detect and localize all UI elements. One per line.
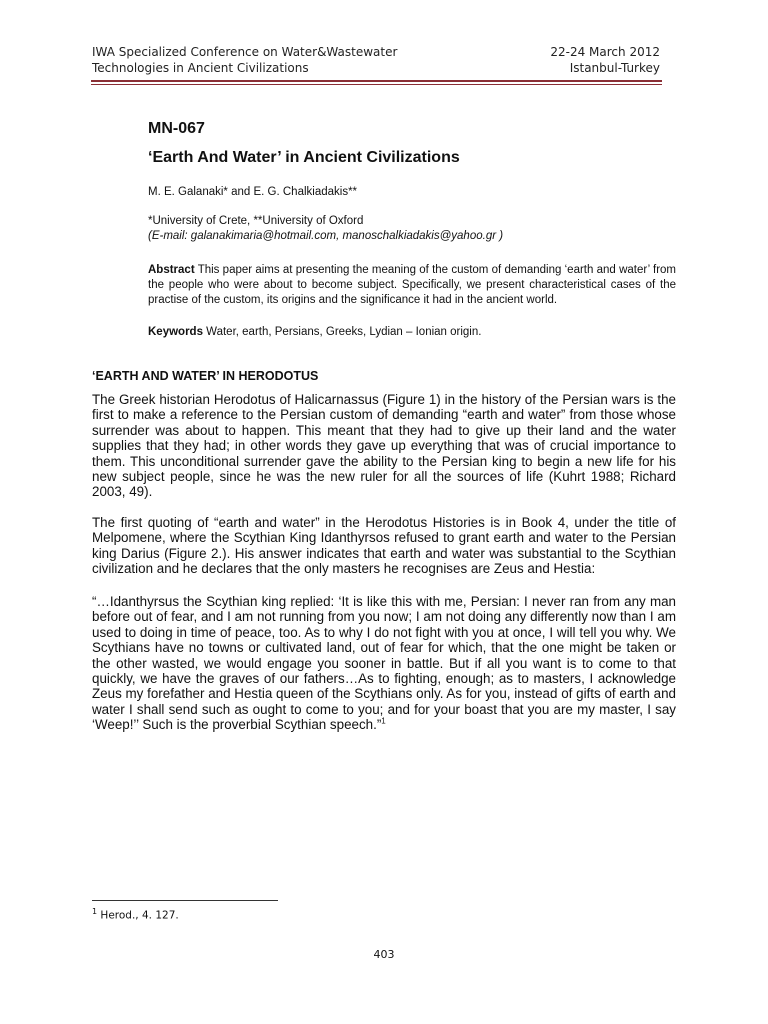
- footnote: [92, 907, 179, 922]
- page-number: 403: [373, 948, 395, 961]
- email: (E-mail: galanakimaria@hotmail.com, manoschalkiadakis@yahoo.gr ): [148, 230, 504, 242]
- affiliation: *University of Crete, **University of Oxford: [148, 215, 364, 227]
- footnote-rule: [92, 900, 278, 901]
- section-heading: ‘EARTH AND WATER’ IN HERODOTUS: [92, 369, 319, 383]
- header-rule-thin: [91, 84, 662, 85]
- quote-text: “…Idanthyrsus the Scythian king replied: ‘It is like this with me, Persian: I never ran from any man before out of fear, and I am not running from you now; I am not doing any differently now than I am used to doing in time of peace, too. As to why I do not fight with you at once, I will tell you why. We Scythians have no towns or cultivated land, out of fear for which, that the one might be taken or the other wasted, we would engage you sooner in battle. But if all you want is to come to that quickly, we have the graves of our fathers…As to fighting, enough; as to masters, I acknowledge Zeus my forefather and Hestia queen of the Scythians only. As for you, instead of gifts of earth and water I shall send such as ought to come to you; and for your boast that you are my master, I say ‘Weep!’’ Such is the proverbial Scythian speech.”: [92, 594, 676, 733]
- conference-title-line1: IWA Specialized Conference on Water&Wastewater: [92, 45, 398, 59]
- conference-title: [92, 44, 397, 76]
- conference-location: Istanbul-Turkey: [569, 61, 660, 75]
- affiliation-block: [148, 214, 503, 244]
- paper-title: ‘Earth And Water’ in Ancient Civilizations: [148, 149, 460, 166]
- keywords: [148, 326, 676, 338]
- header-rule-thick: [91, 80, 662, 82]
- abstract: [148, 263, 676, 308]
- abstract-text: This paper aims at presenting the meaning of the custom of demanding ‘earth and water’ from the people who were about to become subject. Specifically, we present characteristical cases of the practise of the custom, its origins and the significance it had in the ancient world.: [148, 264, 676, 306]
- abstract-label: Abstract: [148, 264, 195, 276]
- paragraph-1: The Greek historian Herodotus of Halicarnassus (Figure 1) in the history of the Persian wars is the first to make a reference to the Persian custom of demanding “earth and water” from those whose surrender was about to happen. This meant that they had to give up their land and the water supplies that they had; in other words they gave up everything that was of crucial importance to them. This unconditional surrender gave the ability to the Persian king to begin a new life for his new subject people, since he was the new ruler for all the sources of life (Kuhrt 1988; Richard 2003, 49).: [92, 392, 676, 500]
- footnote-ref[interactable]: 1: [381, 716, 386, 726]
- keywords-label: Keywords: [148, 326, 203, 338]
- paragraph-2: The first quoting of “earth and water” in the Herodotus Histories is in Book 4, under the title of Melpomene, where the Scythian King Idanthyrsos refused to grant earth and water to the Persian king Darius (Figure 2.). His answer indicates that earth and water was substantial to the Scythian civilization and he declares that the only masters he recognises are Zeus and Hestia:: [92, 515, 676, 577]
- conference-date: 22-24 March 2012: [550, 45, 660, 59]
- quote-paragraph: [92, 594, 676, 733]
- authors: M. E. Galanaki* and E. G. Chalkiadakis**: [148, 186, 358, 198]
- keywords-text: Water, earth, Persians, Greeks, Lydian – Ionian origin.: [202, 326, 482, 338]
- conference-title-line2: Technologies in Ancient Civilizations: [92, 61, 309, 75]
- paper-id: MN-067: [148, 120, 205, 137]
- footnote-number: 1: [92, 907, 98, 916]
- footnote-text: Herod., 4. 127.: [97, 909, 179, 922]
- conference-date-location: [550, 44, 660, 76]
